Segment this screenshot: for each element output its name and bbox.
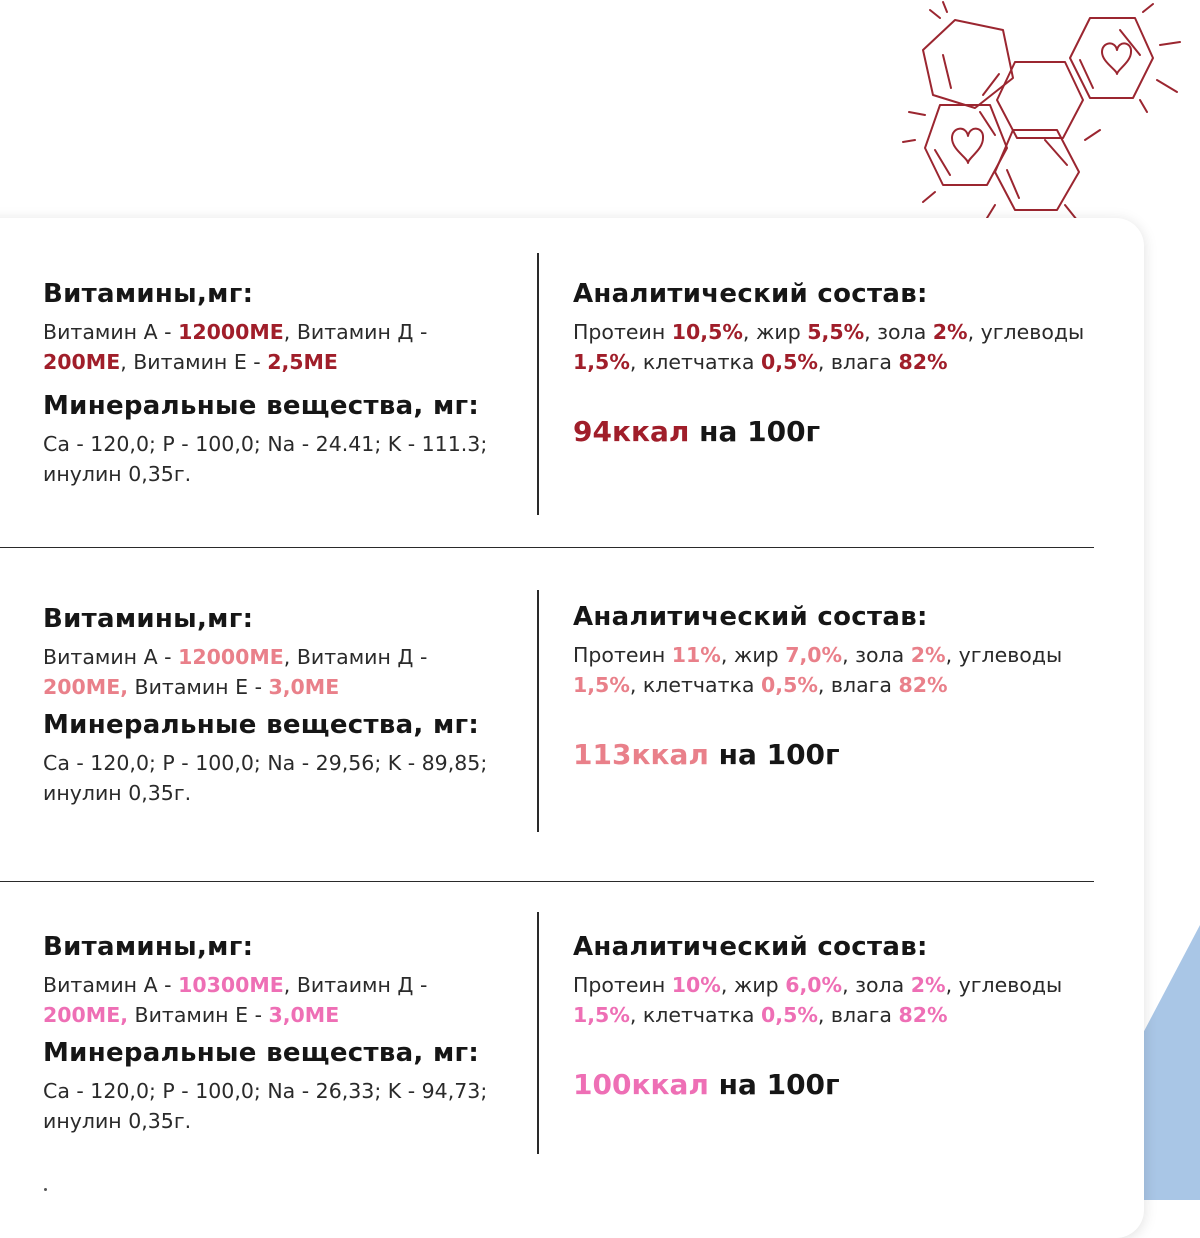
fat-value: 5,5% [807, 320, 865, 344]
calories [573, 738, 1133, 771]
moisture-value: 82% [898, 350, 948, 374]
minerals-heading: Минеральные вещества, мг: [43, 710, 480, 740]
protein-value: 10% [671, 973, 721, 997]
minerals-text: Са - 120,0; Р - 100,0; Na - 29,56; K - 89,85; инулин 0,35г. [43, 751, 488, 805]
section-divider [0, 547, 1094, 548]
stray-dot [44, 1188, 47, 1191]
analysis-heading: Аналитический состав: [573, 932, 928, 962]
analysis-text: Протеин 11%, жир 7,0%, зола 2%, углеводы 1,5%, клетчатка 0,5%, влага 82% [573, 643, 1063, 697]
ash-value: 2% [932, 320, 968, 344]
section-divider [0, 881, 1094, 882]
minerals-heading: Минеральные вещества, мг: [43, 391, 480, 421]
vitamins-minerals-column [43, 930, 533, 1136]
vitamins-minerals-column [43, 277, 533, 489]
fat-value: 6,0% [785, 973, 843, 997]
vitamins-heading: Витамины,мг: [43, 279, 254, 309]
vitamins-heading: Витамины,мг: [43, 604, 254, 634]
analysis-text: Протеин 10%, жир 6,0%, зола 2%, углеводы 1,5%, клетчатка 0,5%, влага 82% [573, 973, 1063, 1027]
vitamins-text: Витамин А - 12000МЕ, Витамин Д - 200МЕ, Витамин Е - 3,0МЕ [43, 645, 428, 699]
product-section-2 [0, 590, 1200, 860]
analysis-text: Протеин 10,5%, жир 5,5%, зола 2%, углеводы 1,5%, клетчатка 0,5%, влага 82% [573, 320, 1085, 374]
kcal-value: 94ккал [573, 415, 690, 448]
vitamin-a-value: 12000МЕ [178, 320, 284, 344]
minerals-text: Са - 120,0; Р - 100,0; Na - 26,33; K - 94,73; инулин 0,35г. [43, 1079, 488, 1133]
column-divider [537, 253, 539, 515]
vitamin-e-value: 3,0МЕ [268, 675, 340, 699]
kcal-value: 100ккал [573, 1068, 709, 1101]
minerals-heading: Минеральные вещества, мг: [43, 1038, 480, 1068]
vitamins-minerals-column [43, 602, 533, 808]
honeycomb-hearts-icon [895, 0, 1200, 225]
vitamins-text: Витамин А - 12000МЕ, Витамин Д - 200МЕ, Витамин Е - 2,5МЕ [43, 320, 428, 374]
fiber-value: 0,5% [761, 673, 818, 697]
kcal-suffix: на 100г [689, 415, 821, 448]
minerals-text: Са - 120,0; Р - 100,0; Na - 24.41; K - 111.3; инулин 0,35г. [43, 432, 488, 486]
calories [573, 415, 1133, 448]
analysis-heading: Аналитический состав: [573, 279, 928, 309]
protein-value: 11% [671, 643, 721, 667]
column-divider [537, 912, 539, 1154]
ash-value: 2% [910, 973, 946, 997]
carbs-value: 1,5% [573, 350, 630, 374]
fiber-value: 0,5% [761, 1003, 818, 1027]
vitamin-a-value: 12000МЕ [178, 645, 284, 669]
product-section-3 [0, 912, 1200, 1182]
ash-value: 2% [910, 643, 946, 667]
vitamins-text: Витамин А - 10300МЕ, Витаимн Д - 200МЕ, Витамин Е - 3,0МЕ [43, 973, 428, 1027]
moisture-value: 82% [898, 1003, 948, 1027]
vitamin-d-value: 200МЕ, [43, 1003, 128, 1027]
column-divider [537, 590, 539, 832]
analysis-column [573, 600, 1133, 771]
vitamin-e-value: 2,5МЕ [267, 350, 338, 374]
analysis-column [573, 930, 1133, 1101]
analysis-column [573, 277, 1133, 448]
kcal-value: 113ккал [573, 738, 709, 771]
vitamin-e-value: 3,0МЕ [268, 1003, 340, 1027]
kcal-suffix: на 100г [708, 738, 840, 771]
vitamin-d-value: 200МЕ, [43, 675, 128, 699]
calories [573, 1068, 1133, 1101]
kcal-suffix: на 100г [708, 1068, 840, 1101]
carbs-value: 1,5% [573, 1003, 630, 1027]
product-section-1 [0, 253, 1200, 523]
fat-value: 7,0% [785, 643, 843, 667]
vitamins-heading: Витамины,мг: [43, 932, 254, 962]
fiber-value: 0,5% [761, 350, 818, 374]
protein-value: 10,5% [671, 320, 743, 344]
carbs-value: 1,5% [573, 673, 630, 697]
vitamin-a-value: 10300МЕ [178, 973, 284, 997]
analysis-heading: Аналитический состав: [573, 602, 928, 632]
moisture-value: 82% [898, 673, 948, 697]
vitamin-d-value: 200МЕ [43, 350, 121, 374]
